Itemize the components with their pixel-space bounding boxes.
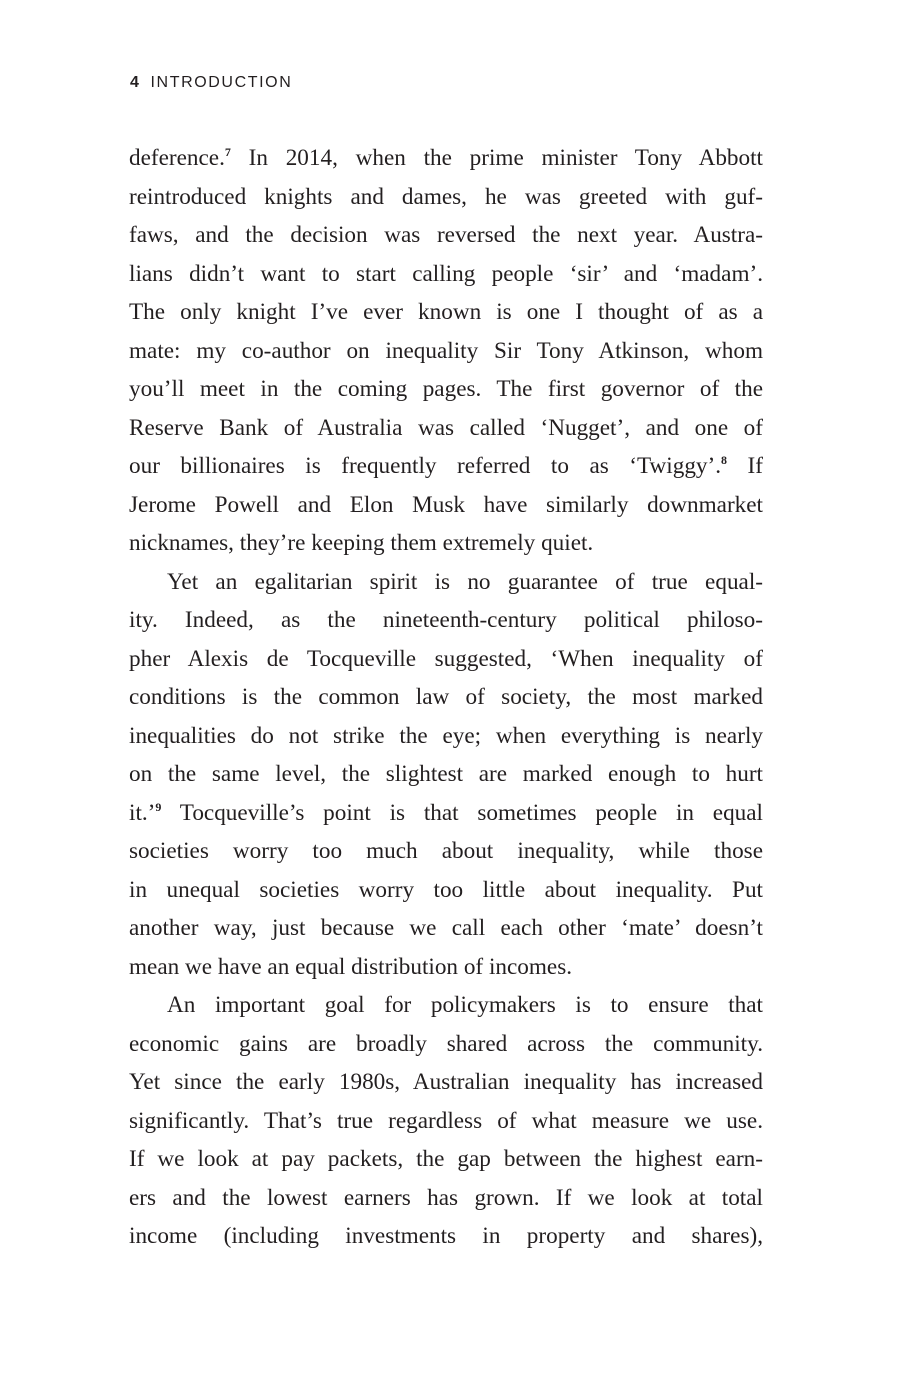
text-line: income (including investments in property and shares), [129, 1223, 763, 1249]
footnote-ref[interactable]: 8 [721, 453, 728, 467]
text-line: Jerome Powell and Elon Musk have similarly downmarket [129, 491, 763, 518]
text-line: ity. Indeed, as the nineteenth-century political philoso- [129, 607, 763, 633]
text-line: inequalities do not strike the eye; when everything is nearly [129, 722, 763, 749]
text-line: societies worry too much about inequality, while those [129, 838, 763, 864]
text-line: Yet an egalitarian spirit is no guarantee of true equal- [167, 568, 763, 595]
text-line: it.’$^9$ Tocqueville’s point is that sometimes people in equal [129, 799, 763, 826]
text-line: mate: my co-author on inequality Sir Tony Atkinson, whom [129, 337, 763, 364]
body-text [129, 139, 763, 1256]
text-line: lians didn’t want to start calling people ‘sir’ and ‘madam’. [129, 260, 763, 287]
text-line: ers and the lowest earners has grown. If we look at total [129, 1184, 763, 1211]
text-line: significantly. That’s true regardless of what measure we use. [129, 1107, 763, 1134]
text-line: in unequal societies worry too little about inequality. Put [129, 876, 763, 903]
text-line: The only knight I’ve ever known is one I thought of as a [129, 299, 763, 325]
text-line: economic gains are broadly shared across the community. [129, 1030, 763, 1057]
text-line: nicknames, they’re keeping them extremely quiet. [129, 530, 594, 556]
footnote-ref[interactable]: 9 [155, 799, 162, 814]
text-line: Yet since the early 1980s, Australian inequality has increased [129, 1069, 763, 1095]
text-line: on the same level, the slightest are marked enough to hurt [129, 761, 763, 787]
chapter-title: INTRODUCTION [150, 74, 293, 91]
running-head [130, 74, 292, 92]
text-line: faws, and the decision was reversed the next year. Austra- [129, 222, 763, 248]
page-number: 4 [130, 74, 141, 91]
footnote-ref[interactable]: 7 [224, 145, 231, 159]
text-line: Reserve Bank of Australia was called ‘Nugget’, and one of [129, 414, 763, 441]
text-line: If we look at pay packets, the gap between the highest earn- [129, 1146, 763, 1172]
text-line: pher Alexis de Tocqueville suggested, ‘When inequality of [129, 645, 763, 672]
text-line: An important goal for policymakers is to ensure that [167, 992, 763, 1018]
text-line: deference.$^7$ In 2014, when the prime minister Tony Abbott [129, 145, 763, 171]
text-line: another way, just because we call each other ‘mate’ doesn’t [129, 915, 763, 941]
text-line: our billionaires is frequently referred to as ‘Twiggy’.$^8$ If [129, 453, 763, 479]
text-line: mean we have an equal distribution of incomes. [129, 953, 573, 980]
text-line: you’ll meet in the coming pages. The first governor of the [129, 376, 763, 402]
text-line: reintroduced knights and dames, he was greeted with guf- [129, 183, 763, 210]
text-line: conditions is the common law of society, the most marked [129, 684, 763, 710]
